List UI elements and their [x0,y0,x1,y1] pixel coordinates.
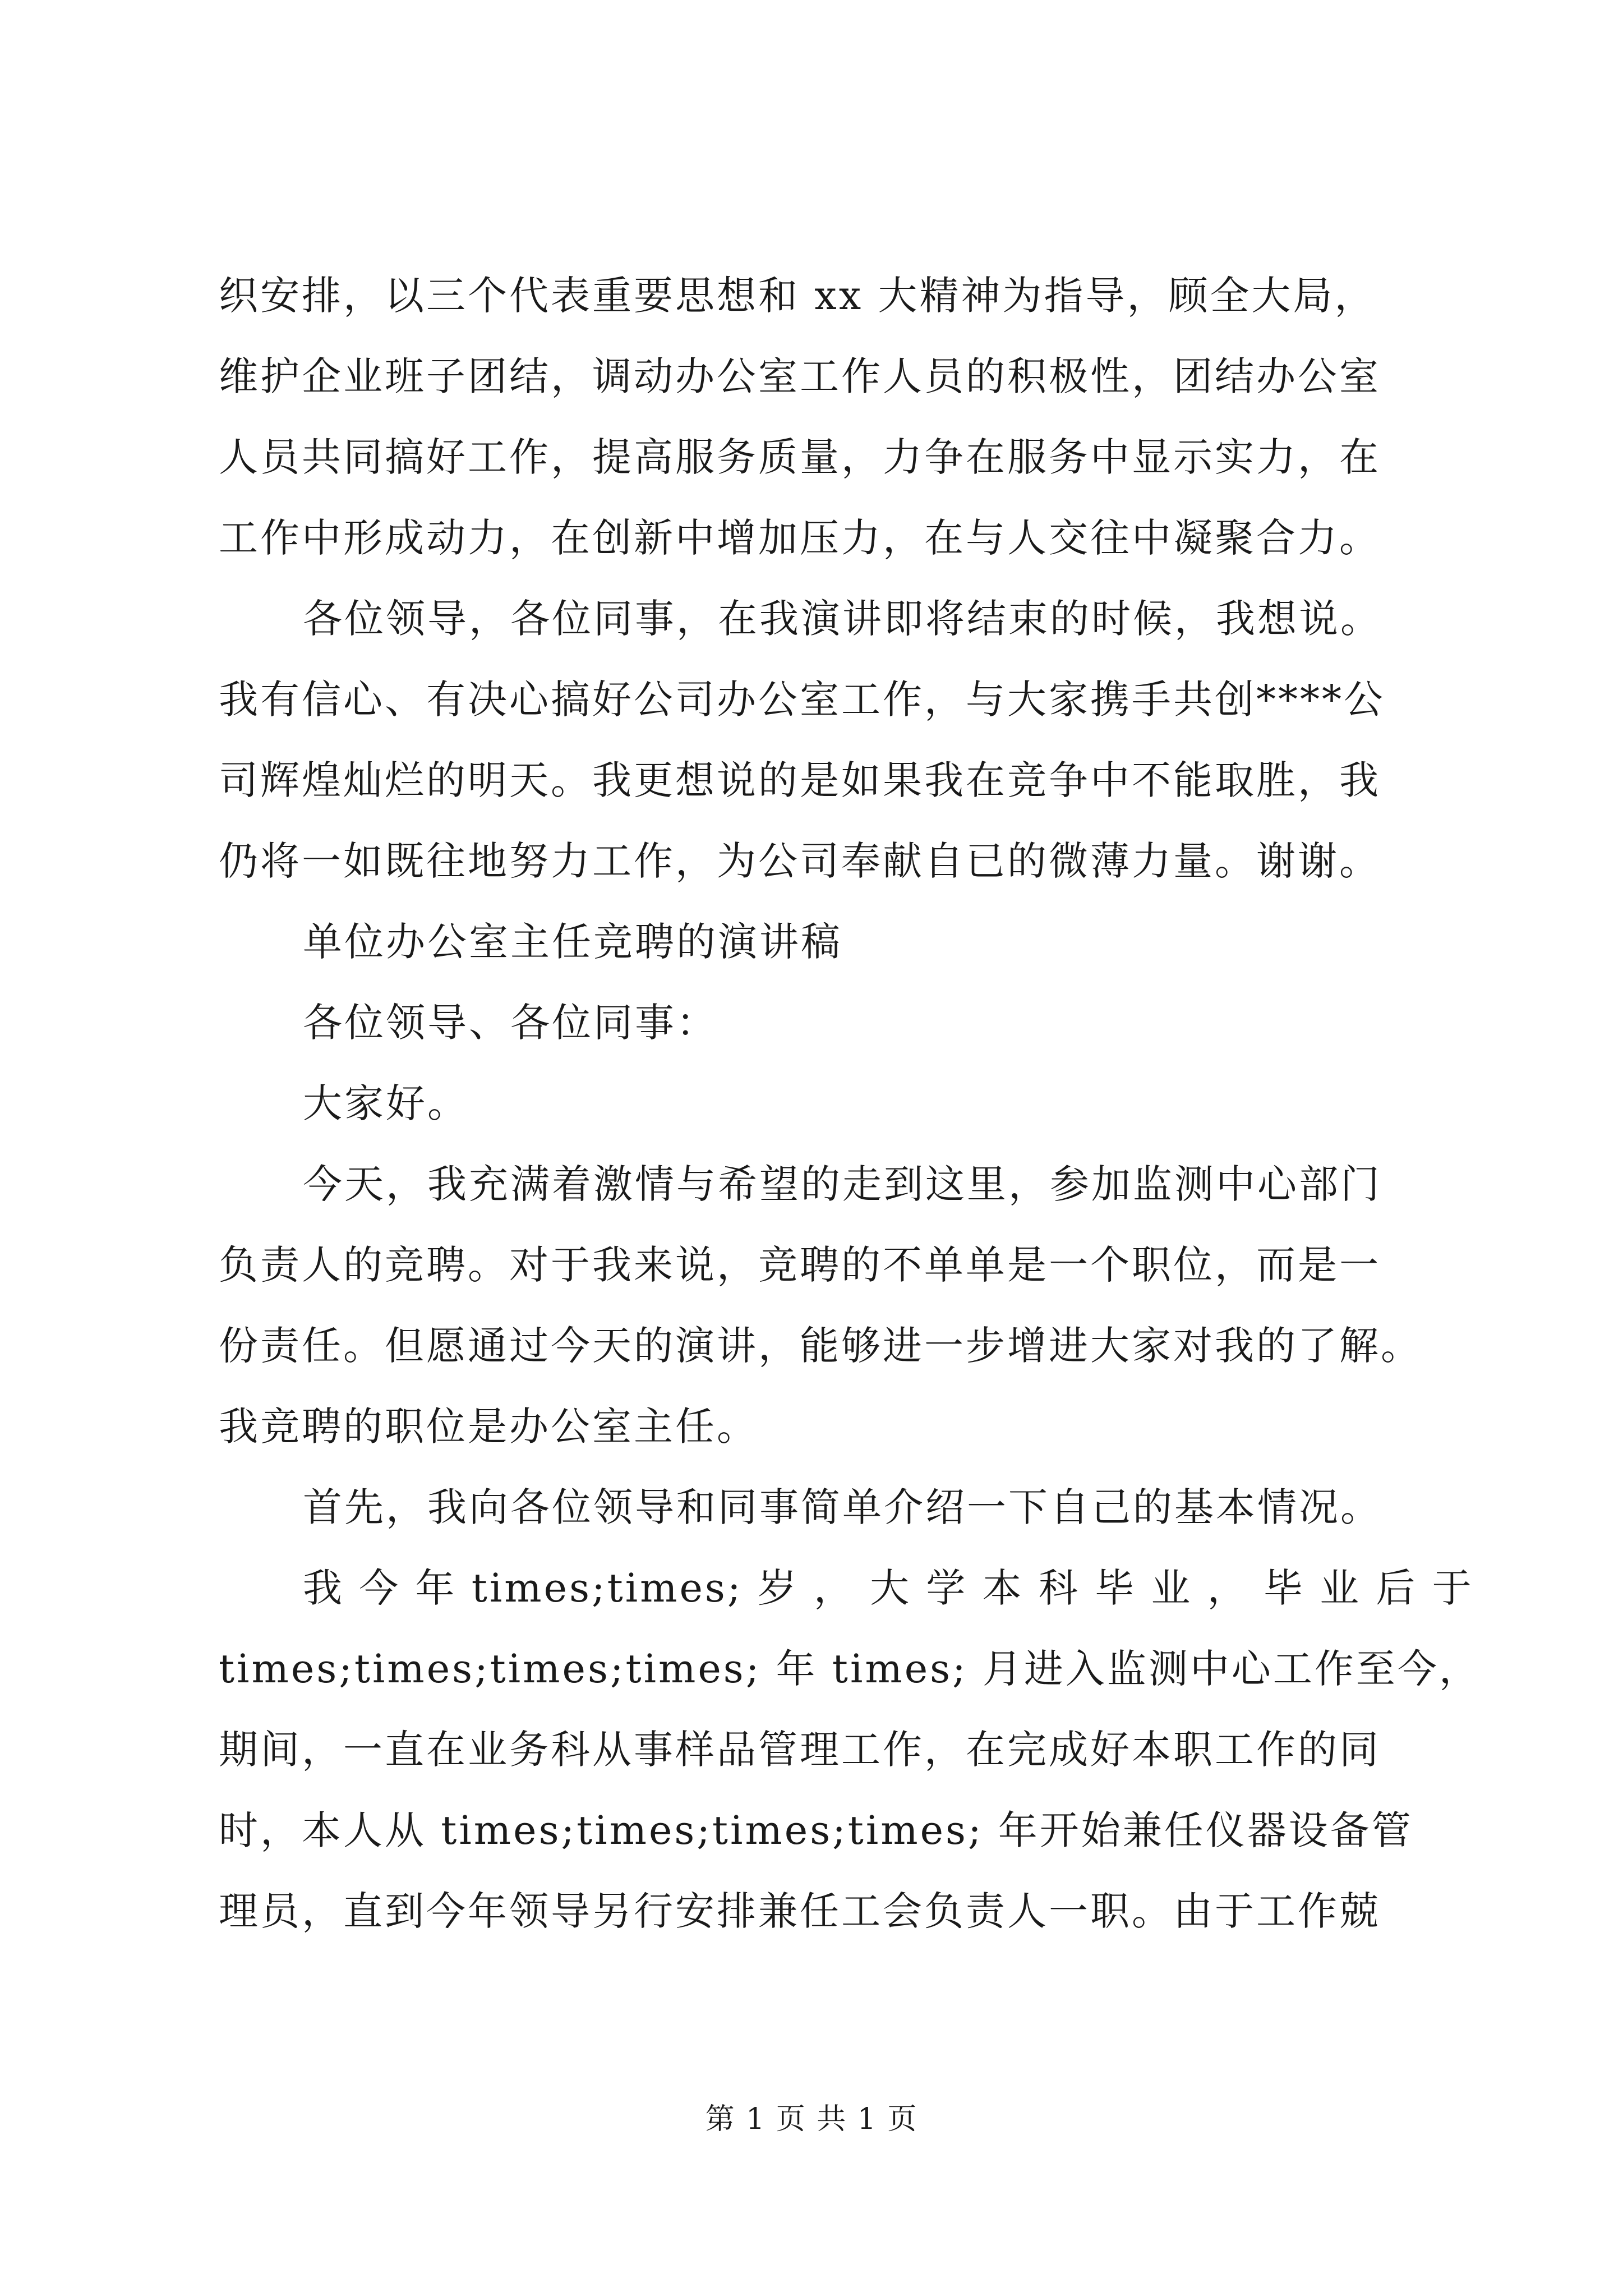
document-body [219,255,1481,1952]
section-title: 单位办公室主任竞聘的演讲稿 [303,919,842,965]
text-line: 我有信心、有决心搞好公司办公室工作，与大家携手共创****公 [219,677,1385,723]
text-line: 我竞聘的职位是办公室主任。 [219,1404,758,1450]
text-line: 负责人的竞聘。对于我来说，竞聘的不单单是一个职位，而是一 [219,1242,1381,1288]
text-line: 工作中形成动力，在创新中增加压力，在与人交往中凝聚合力。 [219,515,1381,561]
paragraph-start-line: 各位领导，各位同事，在我演讲即将结束的时候，我想说。 [303,596,1382,642]
text-line: 理员，直到今年领导另行安排兼任工会负责人一职。由于工作兢 [219,1888,1381,1934]
paragraph-start-line: 我 今 年 times;times; 岁 ， 大 学 本 科 毕 业 ， 毕 业 后 于 [303,1565,1474,1611]
text-line: 维护企业班子团结，调动办公室工作人员的积极性，团结办公室 [219,353,1381,399]
text-line: 时，本人从 times;times;times;times; 年开始兼任仪器设备管 [219,1807,1413,1853]
paragraph-start-line: 今天，我充满着激情与希望的走到这里，参加监测中心部门 [303,1161,1382,1207]
paragraph-start-line: 首先，我向各位领导和同事简单介绍一下自己的基本情况。 [303,1484,1382,1530]
text-line: times;times;times;times; 年 times; 月进入监测中心工作至今， [219,1646,1481,1692]
text-line: 份责任。但愿通过今天的演讲，能够进一步增进大家对我的了解。 [219,1323,1422,1369]
salutation: 各位领导、各位同事： [303,1000,718,1046]
text-line: 织安排，以三个代表重要思想和 xx 大精神为指导，顾全大局， [219,273,1376,319]
text-line: 期间，一直在业务科从事样品管理工作，在完成好本职工作的同 [219,1727,1381,1773]
text-line: 人员共同搞好工作，提高服务质量，力争在服务中显示实力，在 [219,434,1381,480]
page-footer [0,2095,1623,2137]
greeting: 大家好。 [303,1080,469,1126]
text-line: 仍将一如既往地努力工作，为公司奉献自已的微薄力量。谢谢。 [219,838,1381,884]
text-line: 司辉煌灿烂的明天。我更想说的是如果我在竞争中不能取胜，我 [219,757,1381,803]
page-number: 第 1 页 共 1 页 [705,2102,918,2136]
